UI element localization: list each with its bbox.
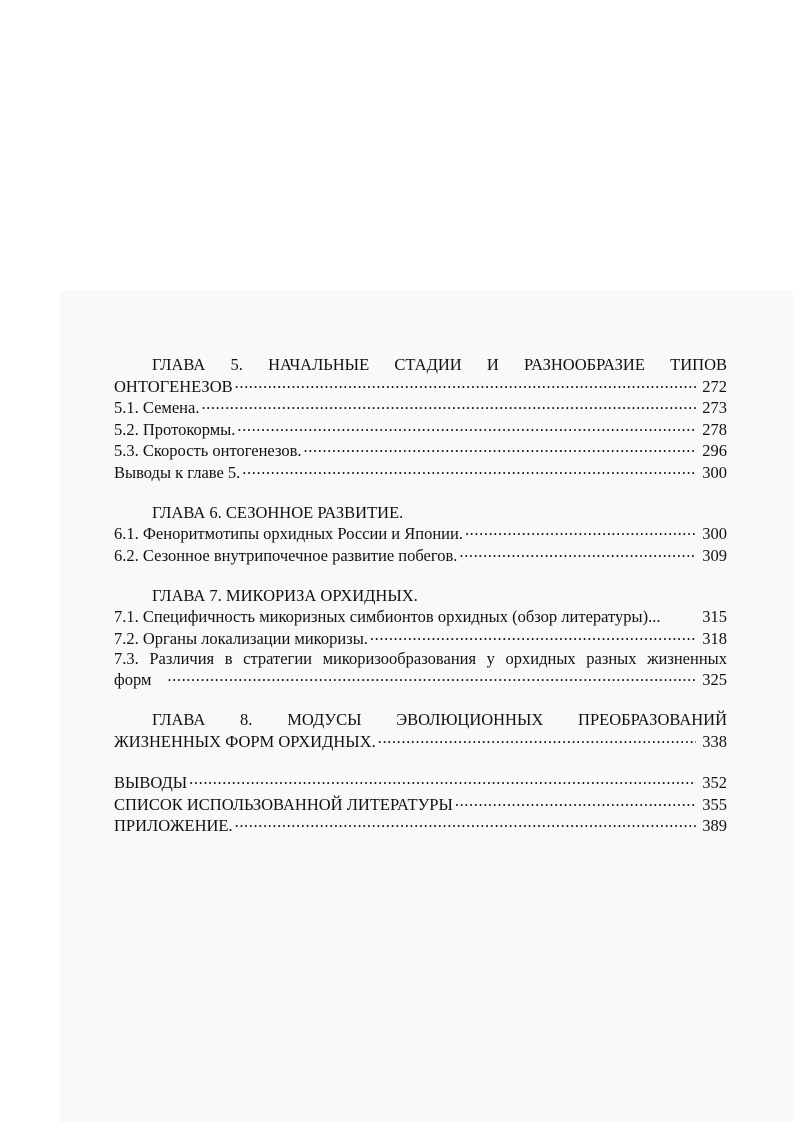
page-number: 278 bbox=[702, 419, 727, 439]
entry-title: Выводы к главе 5. bbox=[114, 462, 241, 482]
entry-title: 5.3. Скорость онтогенезов. bbox=[114, 441, 302, 460]
chapter-5-heading: ГЛАВА 5. НАЧАЛЬНЫЕ СТАДИИ И РАЗНООБРАЗИЕ ТИПОВ bbox=[152, 355, 727, 374]
entry-title: ОНТОГЕНЕЗОВ bbox=[114, 376, 233, 396]
dot-leader bbox=[378, 730, 696, 747]
chapter-8-heading: ГЛАВА 8. МОДУСЫ ЭВОЛЮЦИОННЫХ ПРЕОБРАЗОВАНИЙ bbox=[152, 710, 727, 729]
page-number: 355 bbox=[702, 794, 727, 814]
page-number: 300 bbox=[702, 462, 727, 482]
page-number: 389 bbox=[702, 816, 727, 835]
page-number: 273 bbox=[702, 398, 727, 417]
page-number: 296 bbox=[702, 441, 727, 460]
chapter-5-heading-continuation bbox=[114, 375, 727, 397]
entry-title: форм bbox=[114, 670, 152, 689]
dot-leader bbox=[370, 627, 696, 644]
page-number: 352 bbox=[702, 773, 727, 792]
toc-entry bbox=[114, 418, 727, 440]
entry-title: 6.1. Феноритмотипы орхидных России и Японии. bbox=[114, 524, 463, 543]
toc-entry bbox=[114, 461, 727, 483]
dot-leader bbox=[235, 815, 696, 832]
entry-title: ПРИЛОЖЕНИЕ. bbox=[114, 816, 233, 835]
toc-entry-multiline-first: 7.3. Различия в стратегии микоризообразования у орхидных разных жизненных bbox=[114, 648, 727, 668]
back-matter-section bbox=[114, 772, 727, 837]
entry-title: 7.2. Органы локализации микоризы. bbox=[114, 628, 368, 648]
chapter-7-heading: ГЛАВА 7. МИКОРИЗА ОРХИДНЫХ. bbox=[152, 585, 418, 605]
page-number: 309 bbox=[702, 545, 727, 565]
entry-title: 5.2. Протокормы. bbox=[114, 419, 236, 439]
chapter-7-section bbox=[114, 586, 727, 691]
page-number: 338 bbox=[702, 731, 727, 751]
chapter-8-section bbox=[114, 710, 727, 752]
chapter-8-heading-continuation bbox=[114, 730, 727, 752]
toc-entry-multiline-last bbox=[114, 669, 727, 691]
entry-title: ЖИЗНЕННЫХ ФОРМ ОРХИДНЫХ. bbox=[114, 731, 376, 751]
toc-entry bbox=[114, 772, 727, 794]
dot-leader bbox=[242, 461, 696, 478]
toc-entry bbox=[114, 627, 727, 649]
entry-title: 7.1. Специфичность микоризных симбионтов орхидных (обзор литературы)... bbox=[114, 607, 661, 626]
page-number: 325 bbox=[702, 670, 727, 689]
chapter-5-section bbox=[114, 355, 727, 483]
page-number: 272 bbox=[702, 376, 727, 396]
entry-title: СПИСОК ИСПОЛЬЗОВАННОЙ ЛИТЕРАТУРЫ bbox=[114, 794, 453, 814]
toc-entry bbox=[114, 606, 727, 628]
page-number: 318 bbox=[702, 628, 727, 648]
entry-title: 6.2. Сезонное внутрипочечное развитие побегов. bbox=[114, 545, 458, 565]
toc-entry bbox=[114, 544, 727, 566]
chapter-6-section bbox=[114, 503, 727, 566]
dot-leader bbox=[465, 523, 696, 540]
dot-leader bbox=[167, 669, 696, 686]
toc-entry bbox=[114, 397, 727, 419]
page-number: 300 bbox=[702, 524, 727, 543]
dot-leader bbox=[235, 375, 696, 392]
toc-entry bbox=[114, 793, 727, 815]
toc-entry bbox=[114, 815, 727, 837]
dot-leader bbox=[455, 793, 696, 810]
entry-title: ВЫВОДЫ bbox=[114, 773, 188, 792]
toc-entry bbox=[114, 523, 727, 545]
dot-leader bbox=[304, 440, 696, 457]
chapter-6-heading: ГЛАВА 6. СЕЗОННОЕ РАЗВИТИЕ. bbox=[152, 502, 404, 522]
dot-leader bbox=[237, 418, 696, 435]
dot-leader bbox=[201, 397, 696, 414]
table-of-contents bbox=[114, 355, 727, 856]
entry-title: 5.1. Семена. bbox=[114, 398, 200, 417]
page-number: 315 bbox=[702, 607, 727, 626]
toc-entry bbox=[114, 440, 727, 462]
dot-leader bbox=[459, 544, 696, 561]
dot-leader bbox=[189, 772, 696, 789]
